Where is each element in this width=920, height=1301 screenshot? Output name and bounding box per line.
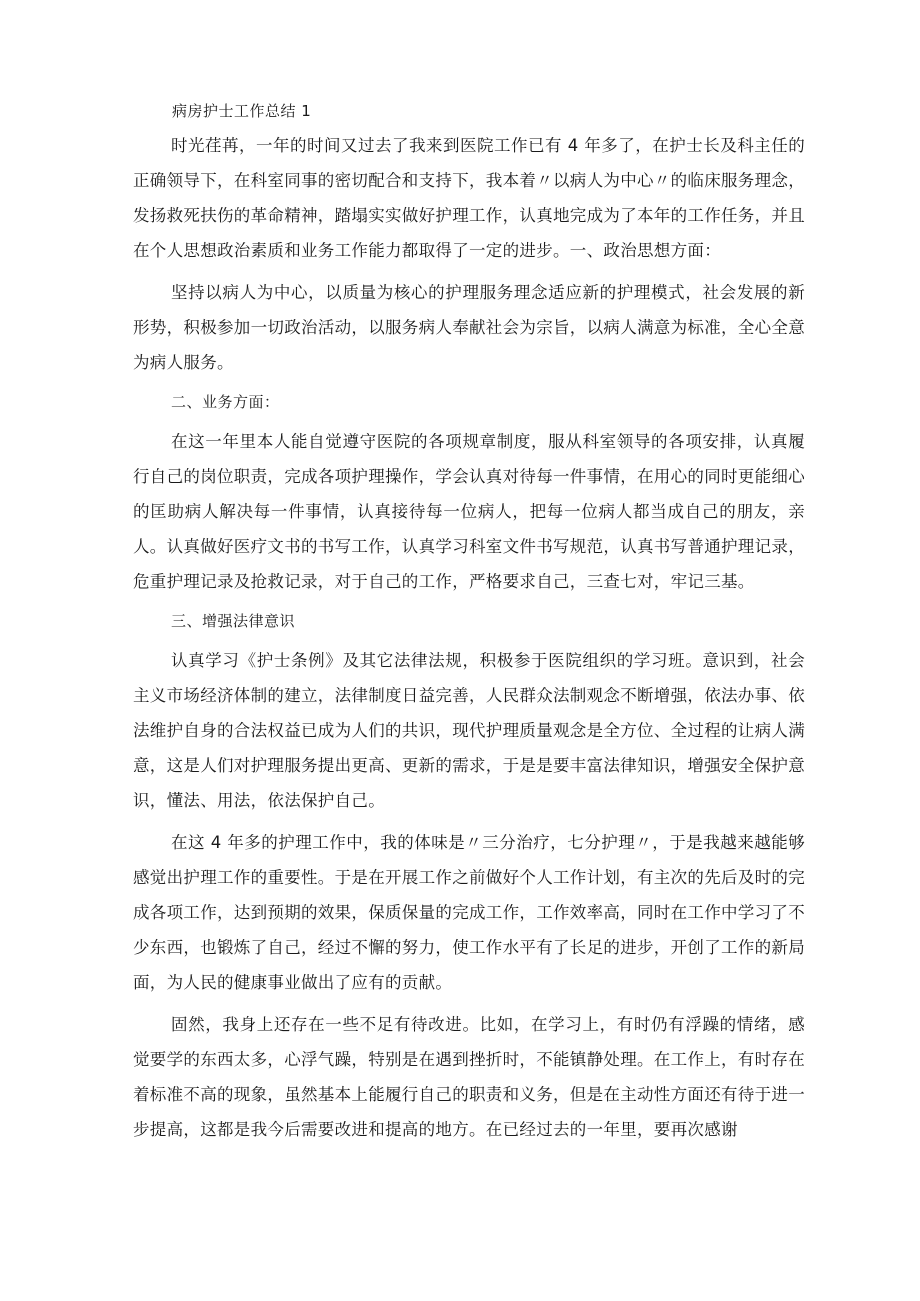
document-body: [133, 96, 805, 1154]
paragraph-experience: 在这 4 年多的护理工作中，我的体味是〃三分治疗，七分护理〃，于是我越来越能够感觉出护理工作的重要性。于是在开展工作之前做好个人工作计划，有主次的先后及时的完成各项工作，达到预期的效果，保质保量的完成工作，工作效率高，同时在工作中学习了不少东西，也锻炼了自己，经过不懈的努力，使工作水平有了长足的进步，开创了工作的新局面，为人民的健康事业做出了应有的贡献。: [133, 833, 805, 992]
section-heading-law: 三、增强法律意识: [171, 612, 296, 630]
document-title: 病房护士工作总结 1: [172, 102, 312, 120]
paragraph-law: 认真学习《护士条例》及其它法律法规，积极参于医院组织的学习班。意识到，社会主义市场经济体制的建立，法律制度日益完善，人民群众法制观念不断增强，依法办事、依法维护自身的合法权益已成为人们的共识，现代护理质量观念是全方位、全过程的让病人满意，这是人们对护理服务提出更高、更新的需求，于是是要丰富法律知识，增强安全保护意识，懂法、用法，依法保护自己。: [133, 651, 805, 810]
paragraph-business: 在这一年里本人能自觉遵守医院的各项规章制度，服从科室领导的各项安排，认真履行自己的岗位职责，完成各项护理操作，学会认真对待每一件事情，在用心的同时更能细心的匡助病人解决每一件事情，认真接待每一位病人，把每一位病人都当成自己的朋友，亲人。认真做好医疗文书的书写工作，认真学习科室文件书写规范，认真书写普通护理记录，危重护理记录及抢救记录，对于自己的工作，严格要求自己，三查七对，牢记三基。: [133, 432, 805, 591]
paragraph-intro: 时光荏苒，一年的时间又过去了我来到医院工作已有 4 年多了，在护士长及科主任的正确领导下，在科室同事的密切配合和支持下，我本着〃以病人为中心〃的临床服务理念，发扬救死扶伤的革命精神，踏塌实实做好护理工作，认真地完成为了本年的工作任务，并且在个人思想政治素质和业务工作能力都取得了一定的进步。一、政治思想方面：: [133, 136, 805, 260]
paragraph-political: 坚持以病人为中心，以质量为核心的护理服务理念适应新的护理模式，社会发展的新形势，积极参加一切政治活动，以服务病人奉献社会为宗旨，以病人满意为标准，全心全意为病人服务。: [133, 283, 805, 372]
paragraph-shortcomings: 固然，我身上还存在一些不足有待改进。比如，在学习上，有时仍有浮躁的情绪，感觉要学的东西太多，心浮气躁，特别是在遇到挫折时，不能镇静处理。在工作上，有时存在着标准不高的现象，虽然基本上能履行自己的职责和义务，但是在主动性方面还有待于进一步提高，这都是我今后需要改进和提高的地方。在已经过去的一年里，要再次感谢: [133, 1015, 805, 1139]
section-heading-business: 二、业务方面：: [171, 393, 280, 411]
